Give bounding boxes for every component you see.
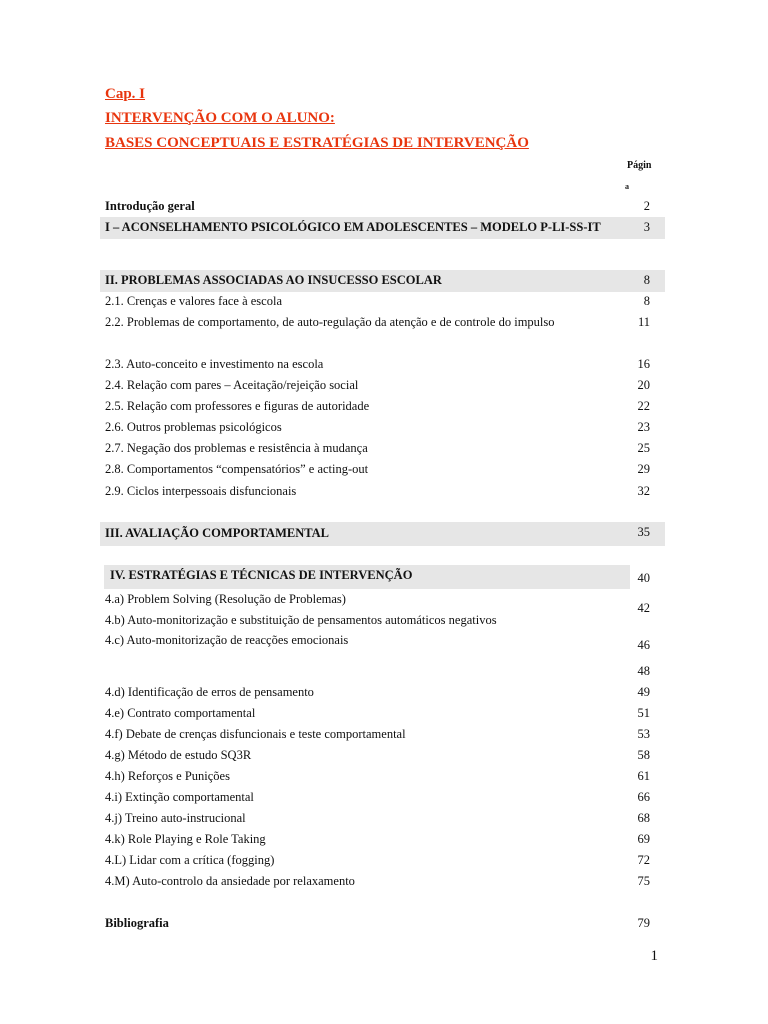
toc-page-2-4: 20: [637, 378, 650, 392]
toc-page-2-2: 11: [637, 315, 650, 329]
toc-section-1: I – ACONSELHAMENTO PSICOLÓGICO EM ADOLESCENTES – MODELO P-LI-SS-IT: [105, 220, 601, 234]
page-number: 1: [650, 948, 658, 964]
toc-section-3: III. AVALIAÇÃO COMPORTAMENTAL: [105, 526, 330, 540]
toc-entry-bibliografia: Bibliografia: [105, 916, 169, 930]
toc-entry-4h: 4.h) Reforços e Punições: [105, 769, 230, 783]
toc-entry-2-6: 2.6. Outros problemas psicológicos: [105, 420, 282, 434]
toc-entry-4g: 4.g) Método de estudo SQ3R: [105, 748, 252, 762]
toc-page-4a: 42: [637, 601, 650, 615]
chapter-title-line1: INTERVENÇÃO COM O ALUNO:: [105, 110, 335, 126]
toc-page-2-8: 29: [637, 462, 650, 476]
toc-section-4: IV. ESTRATÉGIAS E TÉCNICAS DE INTERVENÇÃO: [110, 568, 413, 582]
toc-page-4d: 49: [637, 685, 650, 699]
toc-entry-2-8: 2.8. Comportamentos “compensatórios” e acting-out: [105, 462, 369, 476]
toc-entry-4i: 4.i) Extinção comportamental: [105, 790, 254, 804]
toc-entry-2-4: 2.4. Relação com pares – Aceitação/rejeição social: [105, 378, 359, 392]
toc-entry-4d: 4.d) Identificação de erros de pensamento: [105, 685, 314, 699]
toc-page-4M: 75: [637, 874, 650, 888]
toc-entry-4M: 4.M) Auto-controlo da ansiedade por relaxamento: [105, 874, 355, 888]
toc-page-2-3: 16: [637, 357, 650, 371]
toc-page-section-4: 40: [637, 571, 650, 585]
toc-entry-4L: 4.L) Lidar com a crítica (fogging): [105, 853, 275, 867]
toc-page-4h: 61: [637, 769, 650, 783]
toc-entry-2-2: 2.2. Problemas de comportamento, de auto-regulação da atenção e de controle do impulso: [105, 315, 555, 329]
toc-entry-4j: 4.j) Treino auto-instrucional: [105, 811, 246, 825]
toc-page-4c: 46: [637, 638, 650, 652]
page-column-header: Págin: [627, 160, 652, 171]
toc-page-2-7: 25: [637, 441, 650, 455]
toc-page-extra: 48: [637, 664, 650, 678]
toc-page-intro: 2: [643, 199, 650, 213]
toc-page-4e: 51: [637, 706, 650, 720]
toc-entry-4c: 4.c) Auto-monitorização de reacções emocionais: [105, 633, 349, 647]
toc-page-2-1: 8: [643, 294, 650, 308]
toc-entry-4f: 4.f) Debate de crenças disfuncionais e teste comportamental: [105, 727, 406, 741]
toc-entry-4b: 4.b) Auto-monitorização e substituição de pensamentos automáticos negativos: [105, 613, 497, 627]
toc-page-2-9: 32: [637, 484, 650, 498]
toc-entry-intro: Introdução geral: [105, 199, 195, 213]
toc-page-4g: 58: [637, 748, 650, 762]
toc-section-2: II. PROBLEMAS ASSOCIADAS AO INSUCESSO ESCOLAR: [105, 273, 442, 287]
toc-page-section-3: 35: [637, 525, 650, 539]
toc-entry-4e: 4.e) Contrato comportamental: [105, 706, 256, 720]
page-column-header-cont: a: [625, 182, 629, 191]
toc-page-4i: 66: [637, 790, 650, 804]
toc-page-4k: 69: [637, 832, 650, 846]
toc-entry-4a: 4.a) Problem Solving (Resolução de Problemas): [105, 592, 346, 606]
toc-page-bibliografia: 79: [637, 916, 650, 930]
toc-page-section-1: 3: [643, 220, 650, 234]
toc-entry-2-9: 2.9. Ciclos interpessoais disfuncionais: [105, 484, 297, 498]
chapter-title-line2: BASES CONCEPTUAIS E ESTRATÉGIAS DE INTERVENÇÃO: [105, 135, 529, 151]
toc-page-4f: 53: [637, 727, 650, 741]
toc-entry-2-3: 2.3. Auto-conceito e investimento na escola: [105, 357, 324, 371]
toc-page-section-2: 8: [643, 273, 650, 287]
toc-page-4L: 72: [637, 853, 650, 867]
toc-entry-4k: 4.k) Role Playing e Role Taking: [105, 832, 266, 846]
chapter-label: Cap. I: [105, 86, 146, 102]
toc-page-2-5: 22: [637, 399, 650, 413]
toc-page-4j: 68: [637, 811, 650, 825]
toc-entry-2-7: 2.7. Negação dos problemas e resistência à mudança: [105, 441, 368, 455]
toc-entry-2-1: 2.1. Crenças e valores face à escola: [105, 294, 282, 308]
toc-page-2-6: 23: [637, 420, 650, 434]
toc-entry-2-5: 2.5. Relação com professores e figuras de autoridade: [105, 399, 370, 413]
